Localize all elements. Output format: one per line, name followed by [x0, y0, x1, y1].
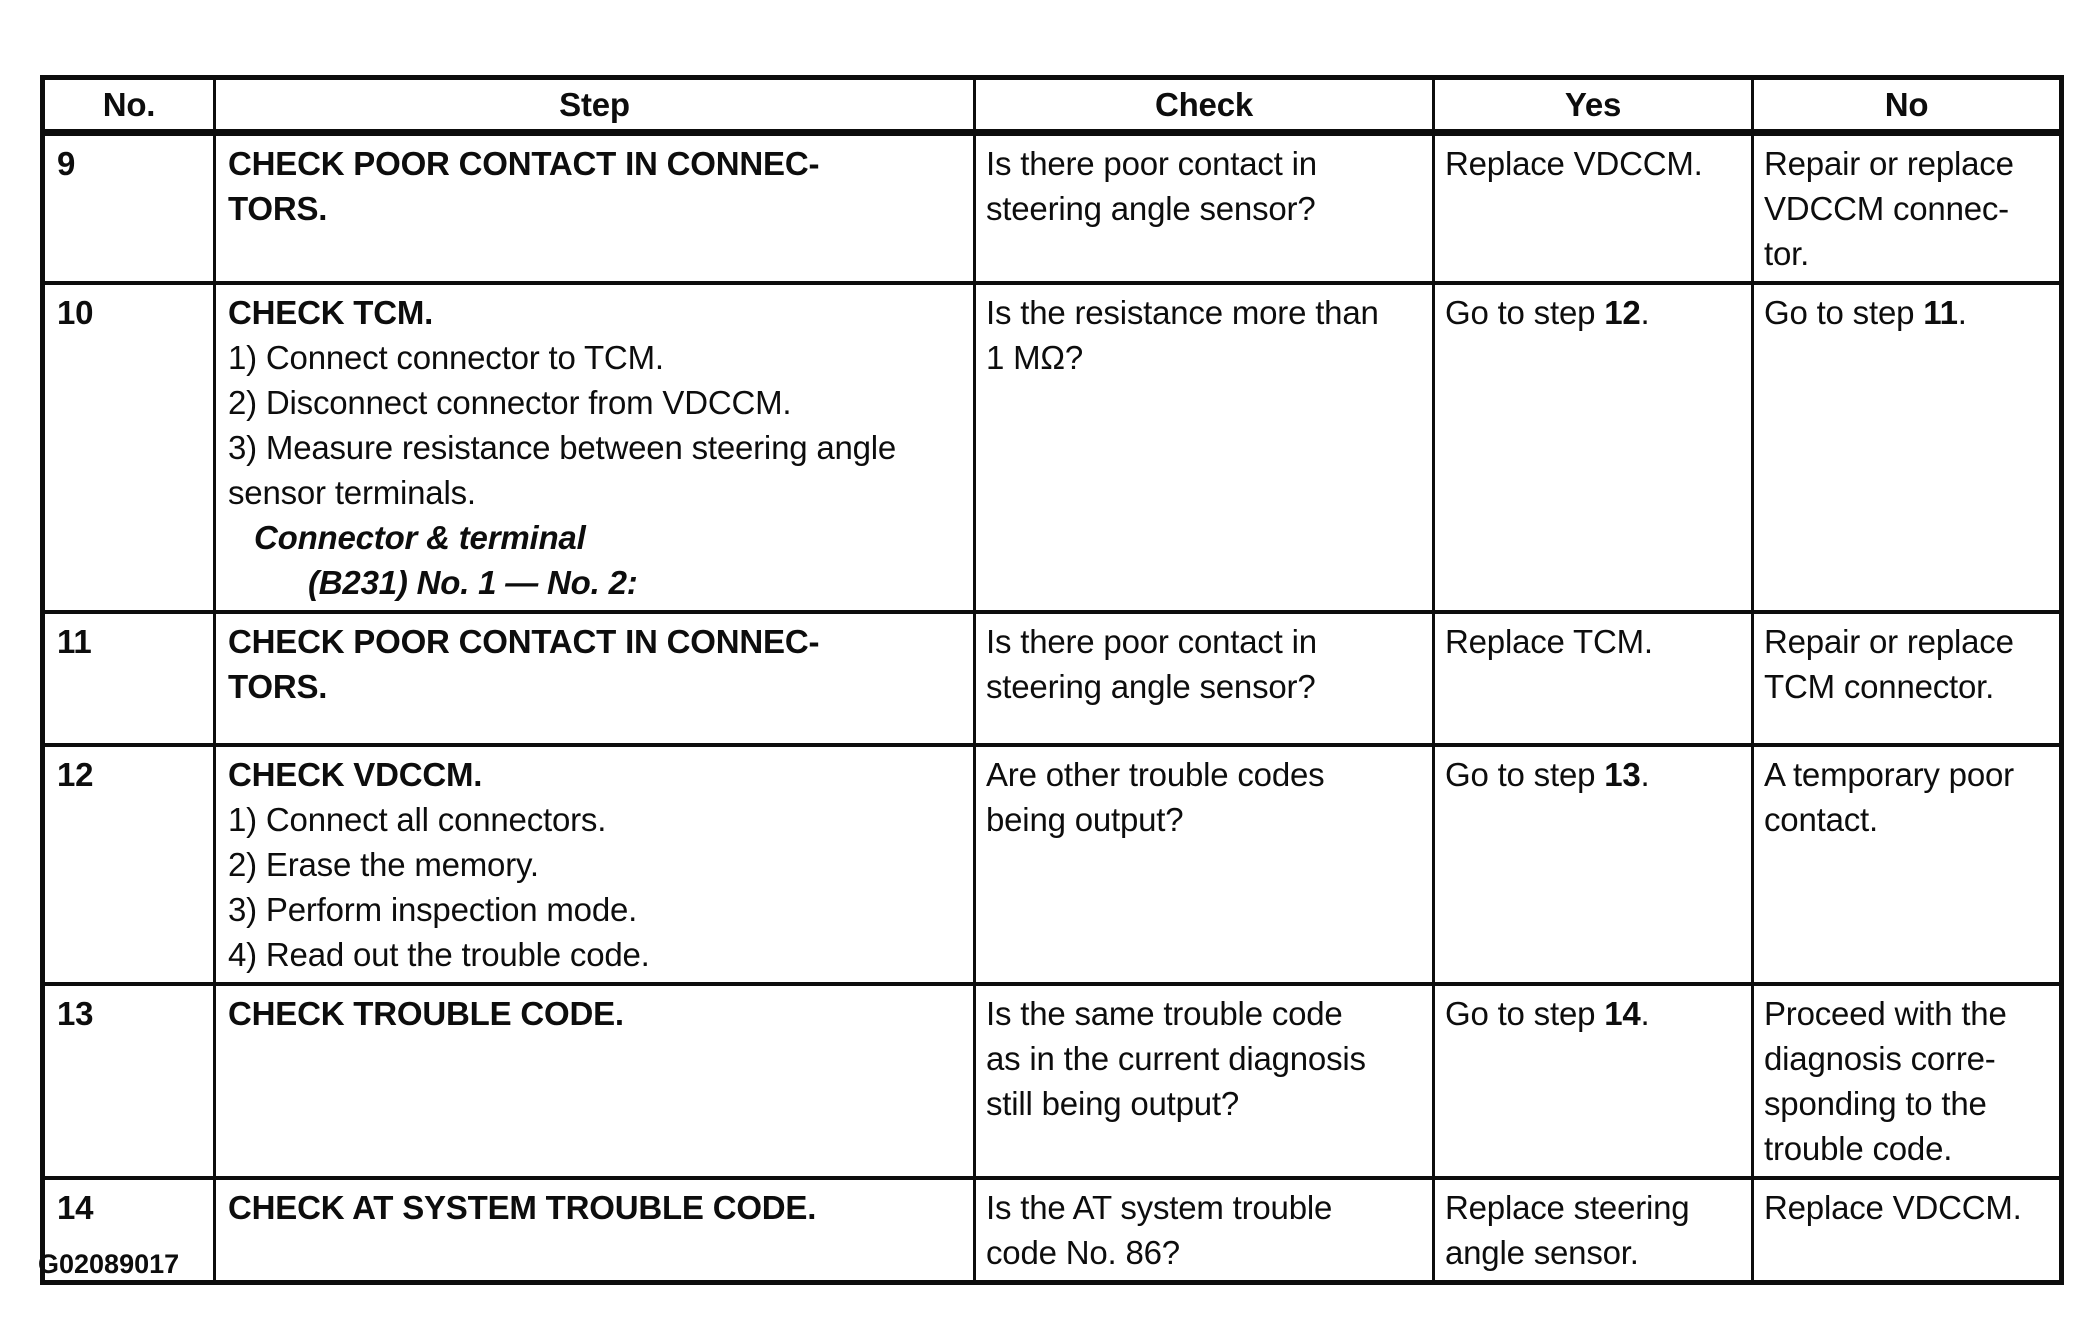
cell-text-line: Connector & terminal	[254, 519, 586, 556]
cell-check	[975, 283, 1434, 612]
cell-yes	[1434, 612, 1753, 745]
cell-yes	[1434, 984, 1753, 1178]
cell-text-line: TORS.	[228, 668, 328, 705]
table-row	[43, 283, 2062, 612]
cell-step	[215, 133, 975, 284]
cell-text-line: TORS.	[228, 190, 328, 227]
cell-text-line: CHECK POOR CONTACT IN CONNEC-	[228, 145, 820, 182]
cell-text-line: angle sensor.	[1445, 1234, 1639, 1271]
cell-text-line: 2) Erase the memory.	[228, 846, 539, 883]
cell-text-line: sponding to the	[1764, 1085, 1987, 1122]
figure-id: G02089017	[38, 1249, 180, 1279]
col-header-no: No.	[43, 78, 215, 133]
cell-text-line: Go to step 14.	[1445, 995, 1650, 1032]
cell-text-line: Replace VDCCM.	[1445, 145, 1703, 182]
cell-yes	[1434, 745, 1753, 984]
cell-step-number: 9	[43, 133, 215, 284]
cell-text-line: Repair or replace	[1764, 623, 2014, 660]
cell-text-line: as in the current diagnosis	[986, 1040, 1366, 1077]
cell-text-line: Go to step 11.	[1764, 294, 1967, 331]
cell-check	[975, 1178, 1434, 1283]
cell-step	[215, 612, 975, 745]
cell-no	[1753, 1178, 2062, 1283]
cell-text-line: contact.	[1764, 801, 1878, 838]
cell-text-line: being output?	[986, 801, 1184, 838]
col-header-step: Step	[215, 78, 975, 133]
cell-step	[215, 745, 975, 984]
cell-text-line: VDCCM connec-	[1764, 190, 2009, 227]
cell-no	[1753, 745, 2062, 984]
cell-yes	[1434, 133, 1753, 284]
cell-text-line: 4) Read out the trouble code.	[228, 936, 650, 973]
cell-text-line: Is the same trouble code	[986, 995, 1343, 1032]
cell-text-line: Are other trouble codes	[986, 756, 1325, 793]
cell-text-line: Replace steering	[1445, 1189, 1690, 1226]
cell-text-line: sensor terminals.	[228, 474, 476, 511]
cell-step	[215, 1178, 975, 1283]
col-header-no-action: No	[1753, 78, 2062, 133]
diagnostic-table	[40, 75, 2064, 1285]
cell-text-line: Repair or replace	[1764, 145, 2014, 182]
cell-check	[975, 745, 1434, 984]
cell-text-line: still being output?	[986, 1085, 1240, 1122]
cell-text-line: Go to step 12.	[1445, 294, 1650, 331]
cell-text-line: Go to step 13.	[1445, 756, 1650, 793]
cell-text-line: 3) Perform inspection mode.	[228, 891, 638, 928]
table-row	[43, 984, 2062, 1178]
cell-text-line: diagnosis corre-	[1764, 1040, 1996, 1077]
header-row	[43, 78, 2062, 133]
col-header-check: Check	[975, 78, 1434, 133]
cell-text-line: Is the resistance more than	[986, 294, 1379, 331]
cell-text-line: tor.	[1764, 235, 1810, 272]
cell-check	[975, 612, 1434, 745]
cell-text-line: code No. 86?	[986, 1234, 1180, 1271]
cell-text-line: steering angle sensor?	[986, 190, 1316, 227]
cell-step	[215, 283, 975, 612]
cell-text-line: 2) Disconnect connector from VDCCM.	[228, 384, 792, 421]
cell-yes	[1434, 1178, 1753, 1283]
table-row	[43, 612, 2062, 745]
table-row	[43, 745, 2062, 984]
cell-text-line: 1 MΩ?	[986, 339, 1084, 376]
cell-text-line: Is there poor contact in	[986, 623, 1317, 660]
cell-check	[975, 133, 1434, 284]
cell-text-line: CHECK POOR CONTACT IN CONNEC-	[228, 623, 820, 660]
col-header-yes: Yes	[1434, 78, 1753, 133]
cell-text-line: 1) Connect connector to TCM.	[228, 339, 664, 376]
cell-text-line: CHECK VDCCM.	[228, 756, 483, 793]
table-row	[43, 1178, 2062, 1283]
cell-step	[215, 984, 975, 1178]
cell-text-line: (B231) No. 1 — No. 2:	[308, 564, 638, 601]
cell-text-line: trouble code.	[1764, 1130, 1953, 1167]
cell-no	[1753, 133, 2062, 284]
cell-no	[1753, 283, 2062, 612]
table-row	[43, 133, 2062, 284]
cell-text-line: steering angle sensor?	[986, 668, 1316, 705]
cell-text-line: CHECK AT SYSTEM TROUBLE CODE.	[228, 1189, 817, 1226]
cell-step-number: 13	[43, 984, 215, 1178]
cell-text-line: A temporary poor	[1764, 756, 2014, 793]
cell-text-line: Replace VDCCM.	[1764, 1189, 2022, 1226]
cell-step-number: 10	[43, 283, 215, 612]
cell-text-line: Is there poor contact in	[986, 145, 1317, 182]
cell-text-line: CHECK TROUBLE CODE.	[228, 995, 624, 1032]
cell-check	[975, 984, 1434, 1178]
cell-yes	[1434, 283, 1753, 612]
cell-no	[1753, 984, 2062, 1178]
cell-step-number: 11	[43, 612, 215, 745]
cell-text-line: CHECK TCM.	[228, 294, 434, 331]
cell-text-line: 3) Measure resistance between steering angle	[228, 429, 897, 466]
cell-text-line: 1) Connect all connectors.	[228, 801, 607, 838]
cell-step-number: 14	[43, 1178, 215, 1283]
cell-text-line: Proceed with the	[1764, 995, 2007, 1032]
cell-no	[1753, 612, 2062, 745]
cell-step-number: 12	[43, 745, 215, 984]
cell-text-line: TCM connector.	[1764, 668, 1995, 705]
cell-text-line: Is the AT system trouble	[986, 1189, 1333, 1226]
cell-text-line: Replace TCM.	[1445, 623, 1653, 660]
